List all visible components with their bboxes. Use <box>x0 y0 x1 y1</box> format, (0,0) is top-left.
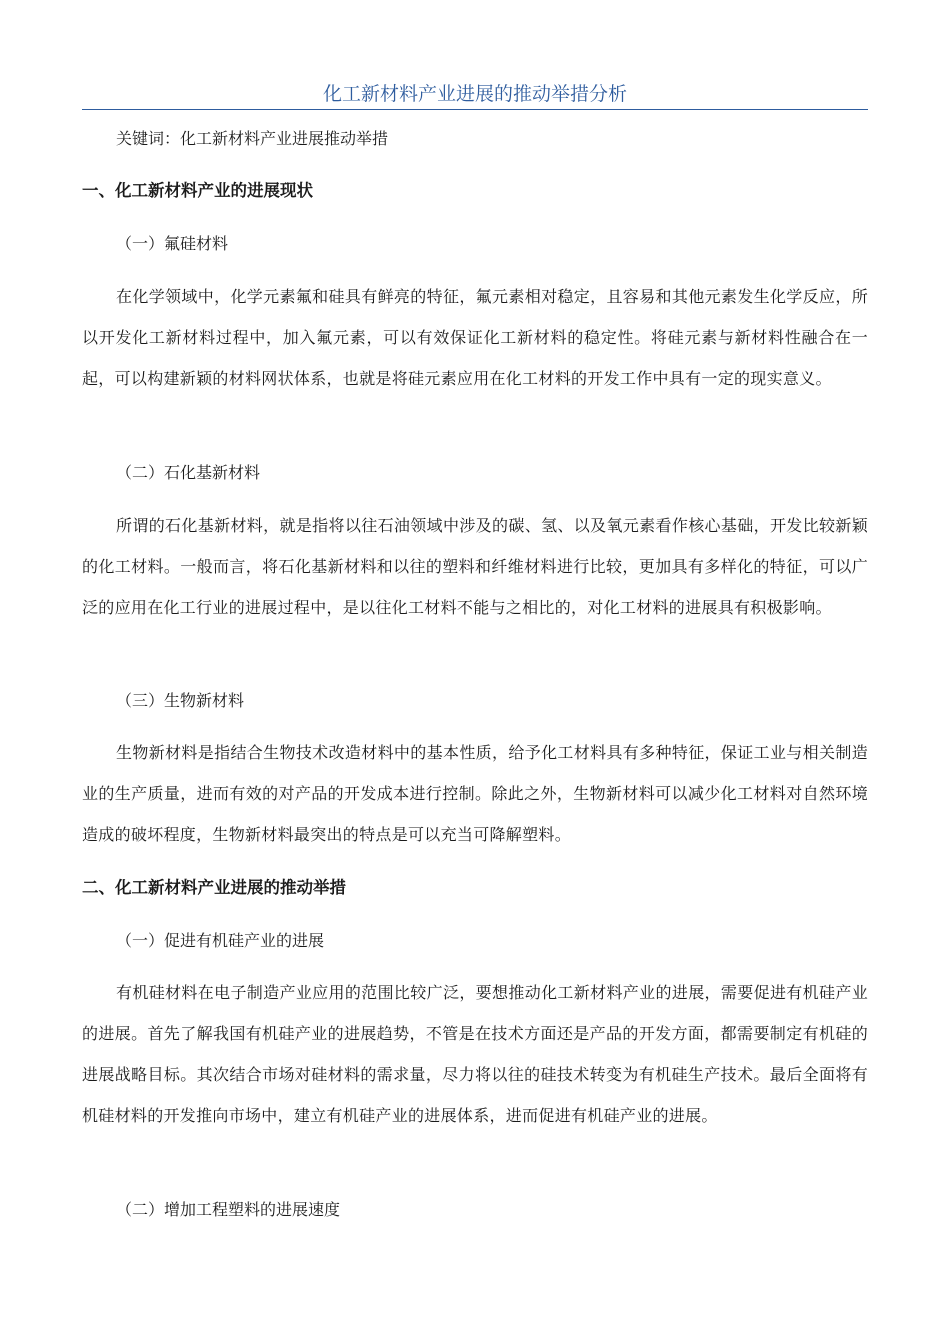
section-heading-2: 二、化工新材料产业进展的推动举措 <box>82 878 346 897</box>
paragraph-petrochemical: 所谓的石化基新材料，就是指将以往石油领域中涉及的碳、氢、以及氧元素看作核心基础，开发比较新颖的化工材料。一般而言，将石化基新材料和以往的塑料和纤维材料进行比较，更加具有多样化的特征，可以广泛的应用在化工行业的进展过程中，是以往化工材料不能与之相比的，对化工材料的进展具有积极影响。 <box>82 516 868 617</box>
paragraph-biomaterial: 生物新材料是指结合生物技术改造材料中的基本性质，给予化工材料具有多种特征，保证工业与相关制造业的生产质量，进而有效的对产品的开发成本进行控制。除此之外，生物新材料可以减少化工材料对自然环境造成的破坏程度，生物新材料最突出的特点是可以充当可降解塑料。 <box>82 743 868 844</box>
section-heading-1: 一、化工新材料产业的进展现状 <box>82 181 313 200</box>
header-divider <box>82 109 868 110</box>
subsection-heading-petrochemical: （二）石化基新材料 <box>116 463 261 482</box>
document-header-title: 化工新材料产业进展的推动举措分析 <box>322 83 627 105</box>
subsection-heading-biomaterial: （三）生物新材料 <box>116 691 245 710</box>
keywords-line: 关键词：化工新材料产业进展推动举措 <box>116 129 389 148</box>
subsection-heading-organosilicon: （一）促进有机硅产业的进展 <box>116 931 325 950</box>
paragraph-organosilicon: 有机硅材料在电子制造产业应用的范围比较广泛，要想推动化工新材料产业的进展，需要促进有机硅产业的进展。首先了解我国有机硅产业的进展趋势，不管是在技术方面还是产品的开发方面，都需要制定有机硅的进展战略目标。其次结合市场对硅材料的需求量，尽力将以往的硅技术转变为有机硅生产技术。最后全面将有机硅材料的开发推向市场中，建立有机硅产业的进展体系，进而促进有机硅产业的进展。 <box>82 983 868 1125</box>
subsection-heading-fluorosilicon: （一）氟硅材料 <box>116 234 229 253</box>
subsection-heading-engineering-plastics: （二）增加工程塑料的进展速度 <box>116 1200 341 1219</box>
paragraph-fluorosilicon: 在化学领域中，化学元素氟和硅具有鲜亮的特征，氟元素相对稳定，且容易和其他元素发生化学反应，所以开发化工新材料过程中，加入氟元素，可以有效保证化工新材料的稳定性。将硅元素与新材料性融合在一起，可以构建新颖的材料网状体系，也就是将硅元素应用在化工材料的开发工作中具有一定的现实意义。 <box>82 287 868 388</box>
